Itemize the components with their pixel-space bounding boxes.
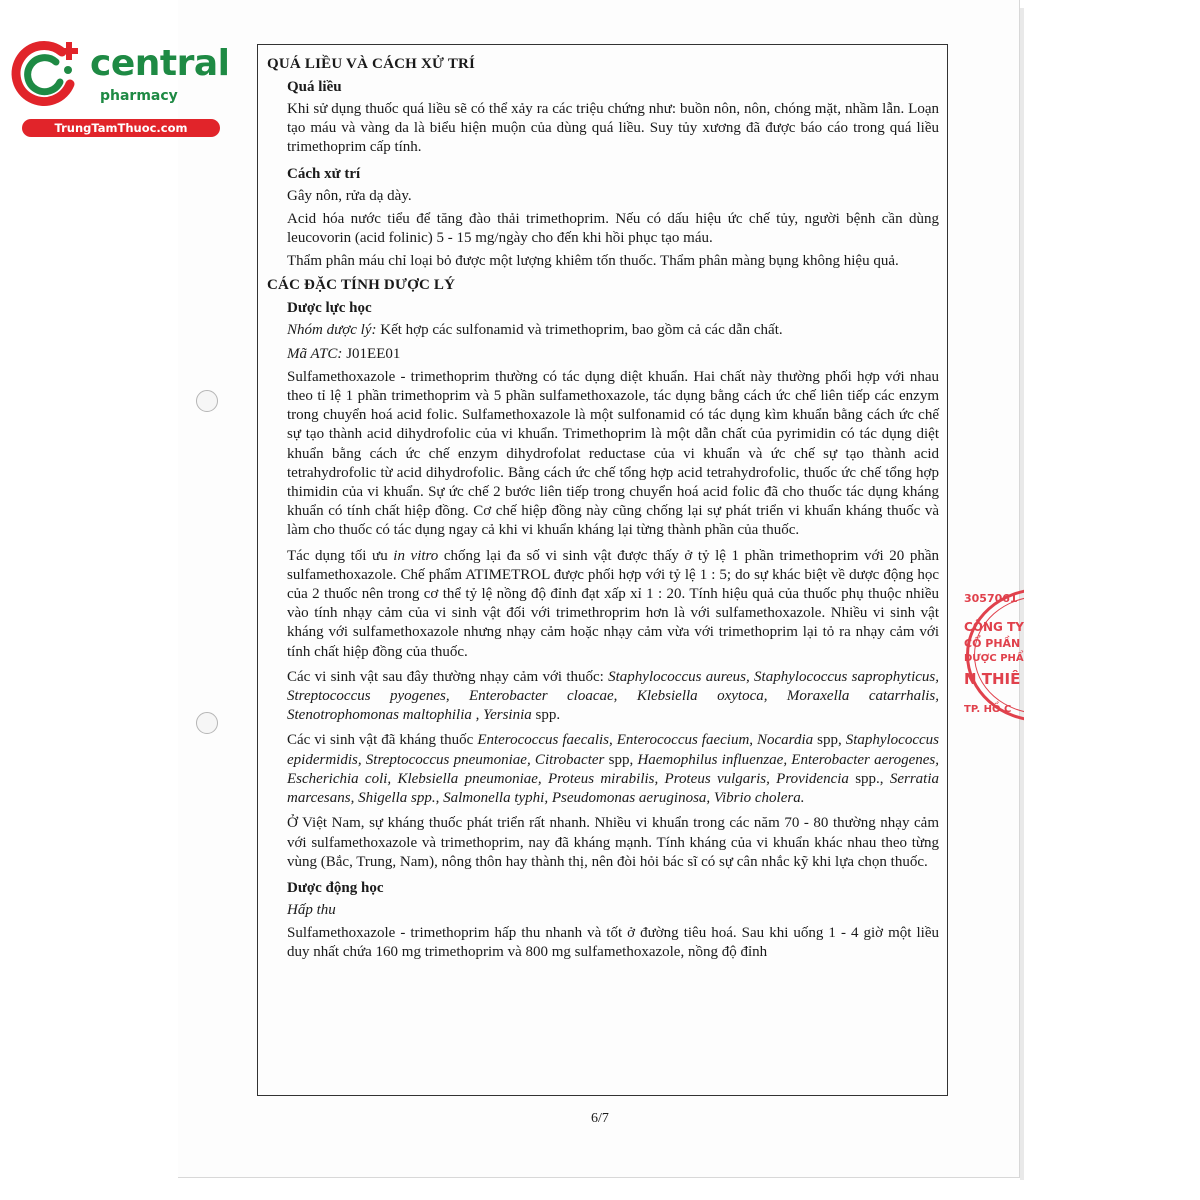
- page-number: 6/7: [591, 1111, 609, 1126]
- stamp-line-joint-stock: CỔ PHẦN: [964, 637, 1021, 650]
- resistant-list-3: Haemophilus influenzae, Enterobacter aerogenes, Escherichia coli, Klebsiella pneumoniae, Proteus mirabilis, Proteus vulgaris, Providencia: [287, 751, 939, 787]
- stamp-line-name: N THIÊ: [964, 670, 1021, 688]
- pharm-group-text: Kết hợp các sulfonamid và trimethoprim, bao gồm cả các dẫn chất.: [376, 322, 783, 339]
- resistant-list-4: Serratia marcesans, Shigella spp., Salmonella typhi, Pseudomonas aeruginosa, Vibrio cholera.: [287, 770, 939, 807]
- logo-mark-icon: [10, 38, 82, 110]
- resistant-intro: Các vi sinh vật đã kháng thuốc: [287, 732, 478, 749]
- pharm-group-line: [287, 321, 939, 340]
- mechanism-paragraph: Sulfamethoxazole - trimethoprim thường có tác dụng diệt khuẩn. Hai chất này thường phối hợp với nhau theo tỉ lệ 1 phần trimethoprim và 5 phần sulfamethoxazole, tác dụng bằng cách ức chế liên tiếp các enzym trong chuyển hoá acid folic. Sulfamethoxazole là một sulfonamid có tác dụng kìm khuẩn bằng cách ức chế sự tạo thành acid dihydrofolic của vi khuẩn. Trimethoprim là một dẫn chất của pyrimidin có tác dụng diệt khuẩn bằng cách ức chế enzym dihydrofolat reductase của vi khuẩn và ức chế sự tạo thành acid tetrahydrofolic từ acid dihydrofolic. Bằng cách ức chế tổng hợp acid tetrahydrofolic, thuốc ức chế tổng hợp thimidin của vi khuẩn. Sự ức chế 2 bước liên tiếp trong chuyển hoá acid folic đã cho thuốc tác dụng kháng khuẩn có tính chất hiệp đồng. Cơ chế hiệp đồng này cũng chống lại sự phát triển vi khuẩn kháng thuốc và làm cho thuốc có tác dụng ngay cả khi vi khuẩn kháng lại từng thành phần của thuốc.: [287, 368, 939, 539]
- overdose-subheading: Quá liều: [287, 79, 342, 95]
- stamp-line-company: CÔNG TY: [964, 620, 1024, 634]
- sensitive-organisms-paragraph: [287, 668, 939, 726]
- resistant-spp-1: spp,: [813, 732, 846, 749]
- resistant-list-2: Staphylococcus epidermidis, Streptococcus pneumoniae, Citrobacter: [287, 732, 939, 768]
- pharmacodynamics-subheading: Dược lực học: [287, 300, 372, 317]
- stamp-line-pharma: DƯỢC PHẨ: [964, 653, 1024, 664]
- in-vitro-paragraph: [287, 547, 939, 662]
- company-stamp: [958, 582, 1024, 728]
- resistant-list-1: Enterococcus faecalis, Enterococcus faecium, Nocardia: [477, 732, 814, 749]
- stamp-number: 3057061: [964, 592, 1018, 605]
- resistant-spp-2: spp,: [604, 751, 638, 768]
- sensitive-list: Staphylococcus aureus, Staphylococcus saprophyticus, Streptococcus pyogenes, Enterobacter cloacae, Klebsiella oxytoca, Moraxella catarrhalis, Stenotrophomonas maltophilia , Yersinia: [287, 668, 939, 724]
- resistant-spp-3: spp.,: [848, 770, 890, 787]
- vietnam-resistance-paragraph: Ở Việt Nam, sự kháng thuốc phát triển rất nhanh. Nhiều vi khuẩn trong các năm 70 - 80 thường nhạy cảm với sulfamethoxazole và trimethoprim, nay đã kháng mạnh. Tính kháng của vi khuẩn khác nhau theo từng vùng (Bắc, Trung, Nam), nông thôn hay thành thị, nên đòi hỏi bác sĩ có sự cân nhắc kỹ khi lựa chọn thuốc.: [287, 815, 939, 870]
- overdose-heading: QUÁ LIỀU VÀ CÁCH XỬ TRÍ: [267, 56, 476, 72]
- treatment-subheading: Cách xử trí: [287, 165, 361, 182]
- logo-name: central: [90, 43, 230, 84]
- logo-subtitle: pharmacy: [100, 88, 178, 104]
- stamp-line-city: TP. HỒ C: [964, 704, 1012, 715]
- atc-code: J01EE01: [342, 345, 401, 362]
- punch-hole-bottom: [196, 712, 218, 734]
- in-vitro-italic: in vitro: [393, 547, 439, 564]
- treatment-paragraph-1: Gây nôn, rửa dạ dày.: [287, 187, 412, 204]
- sensitive-end: spp.: [531, 707, 561, 724]
- pharmacology-heading: CÁC ĐẶC TÍNH DƯỢC LÝ: [267, 277, 456, 294]
- punch-hole-top: [196, 390, 218, 412]
- central-pharmacy-logo[interactable]: [10, 38, 230, 138]
- content-frame: [257, 44, 948, 1096]
- pharmacokinetics-subheading: Dược động học: [287, 879, 384, 896]
- atc-code-line: [287, 345, 939, 364]
- treatment-paragraph-3: Thẩm phân máu chỉ loại bỏ được một lượng khiêm tốn thuốc. Thẩm phân màng bụng không hiệu quả.: [287, 253, 899, 270]
- overdose-paragraph: Khi sử dụng thuốc quá liều sẽ có thể xảy ra các triệu chứng như: buồn nôn, nôn, chóng mặt, nhầm lẫn. Loạn tạo máu và vàng da là biểu hiện muộn của dùng quá liều. Suy tủy xương đã được báo cáo trong quá liều trimethoprim cấp tính.: [287, 101, 939, 156]
- in-vitro-text-b: chống lại đa số vi sinh vật được thấy ở tỷ lệ 1 phần trimethoprim với 20 phần sulfamethoxazole. Chế phẩm ATIMETROL được phối hợp với tỷ lệ 1 : 5; do sự khác biệt về dược động học của 2 thuốc nên trong cơ thể tỷ lệ nồng độ đỉnh đạt xấp xỉ 1 : 20. Tính hiệu quả của thuốc phụ thuộc nhiều vào tính nhạy cảm của vi sinh vật đối với trimethroprim hơn là với sulfamethoxazole. Nhiều vi sinh vật kháng với sulfamethoxazole nhưng nhạy cảm hoặc nhạy cảm vừa với trimethoprim lại tỏ ra nhạy cảm với tính chất hiệp đồng của thuốc.: [287, 547, 939, 660]
- absorption-paragraph: Sulfamethoxazole - trimethoprim hấp thu nhanh và tốt ở đường tiêu hoá. Sau khi uống 1 - 4 giờ một liều duy nhất chứa 160 mg trimethoprim và 800 mg sulfamethoxazole, nồng độ đỉnh: [287, 925, 939, 961]
- sensitive-intro: Các vi sinh vật sau đây thường nhạy cảm với thuốc:: [287, 668, 609, 685]
- in-vitro-text-a: Tác dụng tối ưu: [287, 547, 394, 564]
- pharm-group-label: Nhóm dược lý:: [287, 322, 377, 339]
- logo-url-badge: TrungTamThuoc.com: [22, 119, 220, 137]
- absorption-label: [287, 901, 939, 920]
- absorption-label-text: Hấp thu: [287, 901, 336, 918]
- resistant-organisms-paragraph: [287, 731, 939, 808]
- treatment-paragraph-2: Acid hóa nước tiểu để tăng đào thải trimethoprim. Nếu có dấu hiệu ức chế tủy, người bệnh cần dùng leucovorin (acid folinic) 5 - 15 mg/ngày cho đến khi hồi phục tạo máu.: [287, 210, 939, 247]
- atc-label: Mã ATC:: [287, 345, 343, 362]
